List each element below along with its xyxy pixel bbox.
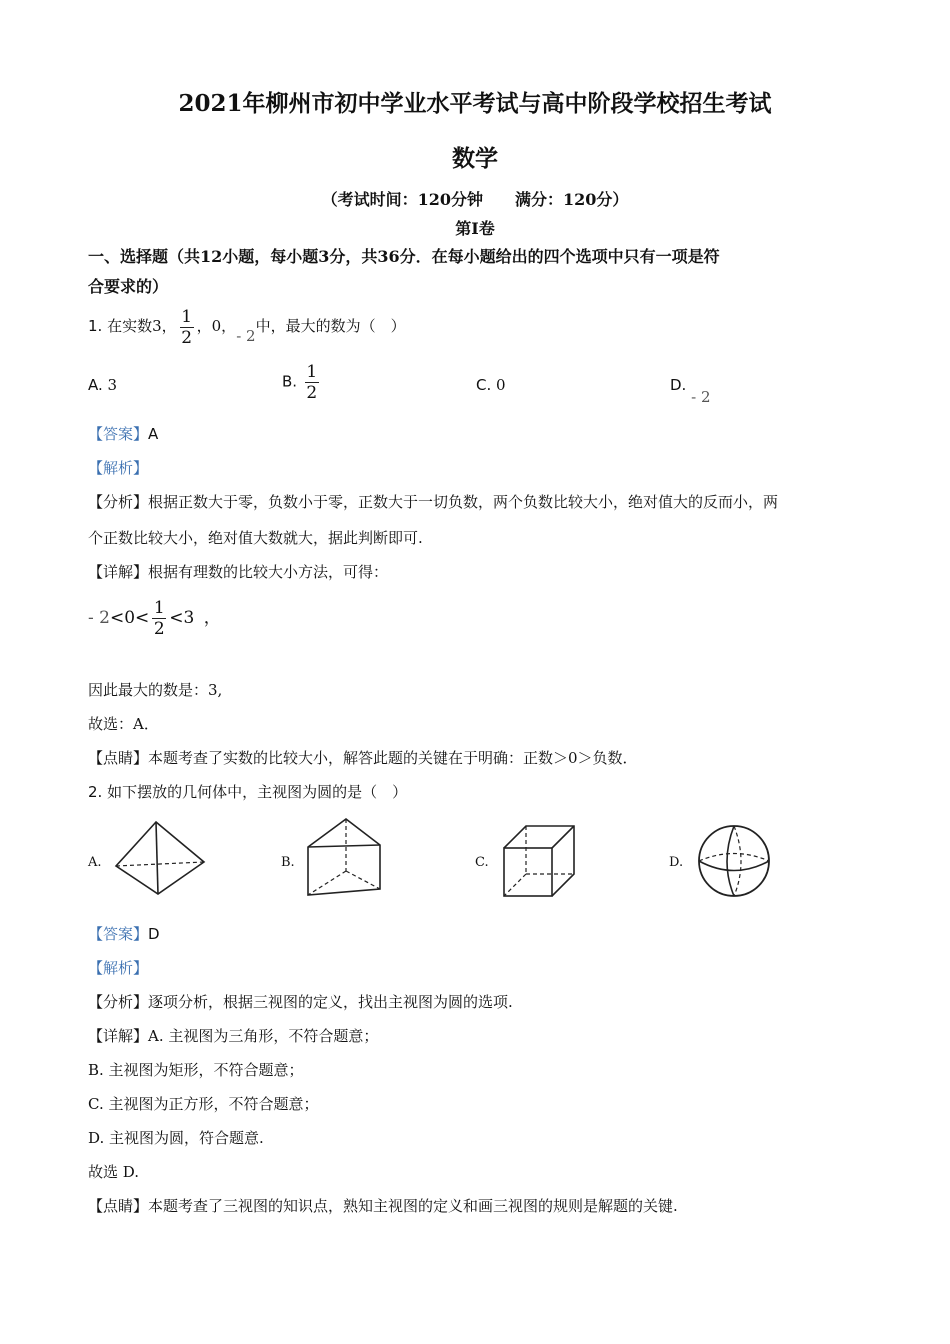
ineq-term: 0 [124, 608, 136, 628]
fraction-denominator: 2 [306, 383, 318, 403]
answer-value: A [148, 425, 159, 443]
answer-tag: 【答案】 [88, 425, 149, 443]
option-label: D. [670, 376, 687, 394]
option-a [88, 376, 117, 394]
q1-fenxi-line2: 个正数比较大小，绝对值大数就大，据此判断即可. [88, 529, 423, 547]
figure-label-b: B. [281, 855, 295, 870]
option-value: 0 [496, 376, 506, 394]
q2-jiexi-line [88, 958, 148, 978]
xiangjie-text: A. 主视图为三角形，不符合题意； [148, 1027, 379, 1045]
q1-dianjing-line [88, 748, 638, 768]
fraction-denominator: 2 [153, 619, 165, 639]
figure-label-c: C. [475, 855, 489, 870]
jiexi-tag: 【解析】 [88, 459, 149, 477]
option-b [282, 362, 322, 403]
dianjing-tag: 【点睛】 [88, 1197, 149, 1215]
fraction-one-half [152, 598, 166, 639]
answer-value: D [148, 925, 160, 943]
q2-xiangjie-line [88, 1026, 378, 1046]
less-than: < [135, 608, 150, 628]
fenxi-text: 逐项分析，根据三视图的定义，找出主视图为圆的选项. [148, 993, 513, 1011]
ineq-term: 3 [183, 608, 195, 628]
q2-xiangjie-d: D. 主视图为圆，符合题意. [88, 1129, 264, 1147]
pyramid-figure [110, 818, 210, 898]
fraction-numerator: 1 [153, 598, 165, 618]
figure-label-d: D. [669, 855, 684, 870]
fenxi-text: 根据正数大于零，负数小于零，正数大于一切负数，两个负数比较大小，绝对值大的反而小，两 [148, 493, 779, 511]
section-heading-line1: 一、选择题（共12小题，每小题3分，共36分．在每小题给出的四个选项中只有一项是符 [88, 247, 720, 266]
q1-choose: 故选：A． [88, 715, 159, 733]
q1-xiangjie-line [88, 562, 388, 582]
dianjing-text: 本题考查了三视图的知识点，熟知主视图的定义和画三视图的规则是解题的关键. [148, 1197, 678, 1215]
option-value: 3 [107, 376, 118, 394]
neg-two: - 2 [236, 327, 256, 345]
question-1-text-a: 在实数3， [107, 317, 177, 335]
figure-label-a: A. [88, 855, 102, 870]
exam-title: 2021年柳州市初中学业水平考试与高中阶段学校招生考试 [178, 90, 772, 117]
q1-conclusion: 因此最大的数是：3, [88, 681, 223, 699]
question-1-text-c: 中，最大的数为（ ） [255, 317, 406, 335]
option-value: - 2 [691, 388, 711, 406]
volume-title: 第Ⅰ卷 [455, 219, 495, 238]
ineq-term: - 2 [88, 608, 110, 628]
fraction-denominator: 2 [181, 327, 193, 348]
xiangjie-tag: 【详解】 [88, 1027, 149, 1045]
option-label: B. [282, 372, 298, 391]
dianjing-text: 本题考查了实数的比较大小，解答此题的关键在于明确：正数＞0＞负数． [148, 749, 638, 767]
fraction-one-half [305, 362, 319, 403]
sphere-figure [694, 822, 774, 900]
q2-dianjing-line [88, 1196, 678, 1216]
q1-jiexi-line [88, 458, 148, 478]
xiangjie-text: 根据有理数的比较大小方法，可得： [148, 563, 389, 581]
fraction-numerator: 1 [181, 306, 193, 327]
jiexi-tag: 【解析】 [88, 959, 149, 977]
ineq-comma: ， [203, 608, 221, 628]
inequality [88, 596, 221, 640]
q2-answer-line [88, 924, 160, 944]
less-than: < [109, 608, 125, 628]
less-than: < [169, 608, 184, 628]
question-2-number: 2. [88, 783, 103, 801]
prism-figure [300, 815, 390, 900]
question-2-text: 如下摆放的几何体中，主视图为圆的是（ ） [107, 783, 408, 801]
xiangjie-tag: 【详解】 [88, 563, 149, 581]
fraction-one-half [180, 307, 194, 348]
option-label: C. [476, 376, 492, 394]
exam-info: （考试时间：120分钟 满分：120分） [321, 190, 629, 209]
question-2-stem [88, 782, 407, 802]
cube-figure [496, 818, 582, 902]
answer-tag: 【答案】 [88, 925, 149, 943]
q1-fenxi-line1 [88, 492, 778, 512]
option-d [670, 376, 711, 406]
fraction-numerator: 1 [306, 362, 318, 382]
q2-fenxi-line [88, 992, 513, 1012]
question-1-number: 1. [88, 317, 103, 335]
subject-title: 数学 [452, 145, 498, 172]
fenxi-tag: 【分析】 [88, 993, 149, 1011]
dianjing-tag: 【点睛】 [88, 749, 149, 767]
fenxi-tag: 【分析】 [88, 493, 149, 511]
q2-choose: 故选 D. [88, 1163, 140, 1181]
option-c [476, 376, 506, 394]
option-label: A. [88, 376, 103, 394]
q2-xiangjie-b: B. 主视图为矩形，不符合题意； [88, 1061, 304, 1079]
q1-answer-line [88, 424, 158, 444]
section-heading-line2: 合要求的） [88, 277, 169, 296]
question-1-stem [88, 306, 406, 348]
q2-xiangjie-c: C. 主视图为正方形，不符合题意； [88, 1095, 319, 1113]
question-1-text-b: ，0， [196, 317, 237, 335]
